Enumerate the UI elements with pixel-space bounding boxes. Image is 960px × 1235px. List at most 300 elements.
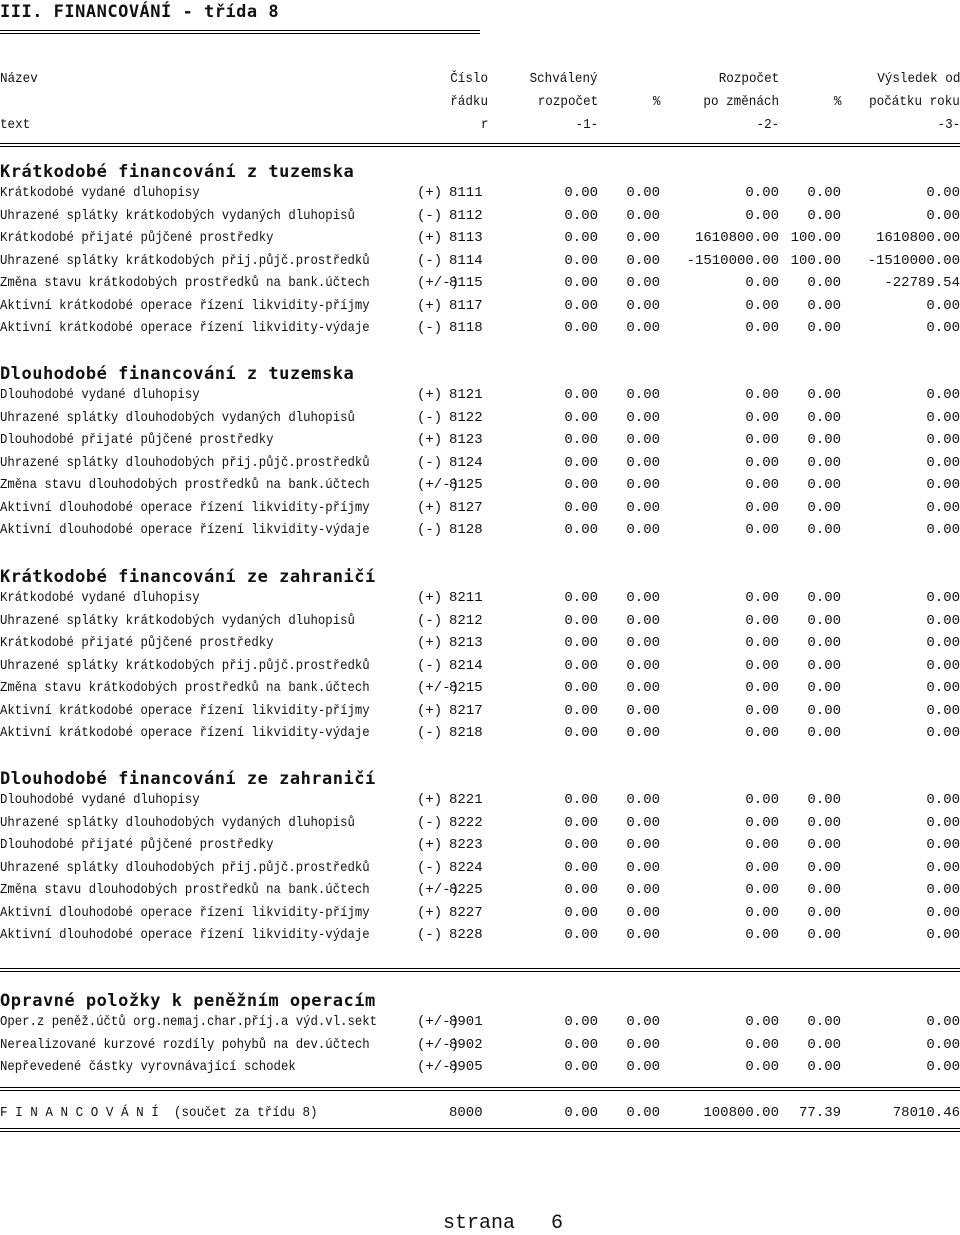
row-v2: 0.00: [745, 680, 779, 696]
row-name: Dlouhodobé přijaté půjčené prostředky: [0, 432, 274, 448]
table-row: [0, 1034, 960, 1056]
header-rozpocet: rozpočet: [537, 94, 598, 110]
row-name: Uhrazené splátky krátkodobých přij.půjč.prostředků: [0, 657, 370, 674]
row-sign: (-): [417, 320, 443, 336]
row-sign: (+): [417, 635, 443, 651]
row-v2: 0.00: [745, 207, 779, 224]
row-v3: 0.00: [926, 725, 960, 741]
row-sign: (+/-): [417, 275, 460, 291]
row-v2: 0.00: [745, 904, 779, 921]
row-code: 8214: [449, 657, 483, 674]
total-v2: 100800.00: [703, 1105, 779, 1121]
header-schvaleny: Schválený: [529, 71, 598, 87]
row-p2: 0.00: [807, 725, 841, 741]
row-sign: (-): [417, 252, 443, 269]
row-name: Změna stavu krátkodobých prostředků na bank.účtech: [0, 680, 370, 696]
row-p2: 0.00: [807, 275, 841, 291]
row-code: 8905: [449, 1059, 483, 1075]
row-p2: 0.00: [807, 499, 841, 516]
row-name: Nepřevedené částky vyrovnávající schodek: [0, 1059, 296, 1075]
table-row: [0, 812, 960, 834]
table-row: [0, 879, 960, 901]
bottom-rule: [0, 1128, 960, 1132]
row-p1: 0.00: [626, 612, 660, 629]
row-p1: 0.00: [626, 1014, 660, 1030]
row-p2: 0.00: [807, 320, 841, 336]
header-pct1: %: [652, 94, 660, 110]
row-v3: 0.00: [926, 1036, 960, 1053]
row-name: Oper.z peněž.účtů org.nemaj.char.příj.a výd.vl.sekt: [0, 1014, 378, 1030]
row-p1: 0.00: [626, 297, 660, 314]
row-name: Krátkodobé přijaté půjčené prostředky: [0, 635, 274, 651]
row-v1: 0.00: [564, 477, 598, 493]
row-v3: 0.00: [926, 590, 960, 606]
row-sign: (+): [417, 297, 443, 314]
row-sign: (-): [417, 657, 443, 674]
row-code: 8228: [449, 927, 483, 943]
row-code: 8118: [449, 320, 483, 336]
row-p1: 0.00: [626, 1036, 660, 1053]
header-rozpocet2: Rozpočet: [718, 71, 779, 87]
section-heading: Krátkodobé financování z tuzemska: [0, 162, 355, 182]
row-name: Aktivní krátkodobé operace řízení likvidity-příjmy: [0, 702, 370, 719]
row-p2: 0.00: [807, 207, 841, 224]
row-v3: 0.00: [926, 297, 960, 314]
row-v2: 0.00: [745, 792, 779, 808]
row-name: Uhrazené splátky dlouhodobých přij.půjč.prostředků: [0, 454, 370, 471]
row-code: 8227: [449, 904, 483, 921]
row-p2: 0.00: [807, 522, 841, 538]
row-p2: 0.00: [807, 612, 841, 629]
row-p1: 0.00: [626, 230, 660, 246]
row-p2: 0.00: [807, 1036, 841, 1053]
row-sign: (-): [417, 454, 443, 471]
row-sign: (+/-): [417, 882, 460, 898]
table-row: [0, 205, 960, 227]
row-v1: 0.00: [564, 882, 598, 898]
row-p1: 0.00: [626, 882, 660, 898]
row-p2: 0.00: [807, 432, 841, 448]
table-row: [0, 1056, 960, 1078]
row-p1: 0.00: [626, 207, 660, 224]
row-name: Aktivní krátkodobé operace řízení likvidity-výdaje: [0, 320, 370, 336]
row-sign: (+): [417, 432, 443, 448]
row-p2: 100.00: [790, 230, 841, 246]
row-name: Aktivní dlouhodobé operace řízení likvidity-příjmy: [0, 904, 370, 921]
row-code: 8123: [449, 432, 483, 448]
row-v1: 0.00: [564, 814, 598, 831]
row-v3: 0.00: [926, 432, 960, 448]
row-p1: 0.00: [626, 499, 660, 516]
row-v2: 0.00: [745, 387, 779, 403]
row-v1: 0.00: [564, 904, 598, 921]
row-v2: 0.00: [745, 499, 779, 516]
header-col2: -2-: [756, 117, 779, 133]
row-v1: 0.00: [564, 1014, 598, 1030]
table-row: [0, 317, 960, 339]
row-sign: (-): [417, 522, 443, 538]
header-vysledek: Výsledek od: [876, 71, 960, 87]
row-code: 8221: [449, 792, 483, 808]
row-code: 8215: [449, 680, 483, 696]
row-p2: 0.00: [807, 297, 841, 314]
total-row: [0, 1102, 960, 1124]
row-name: Dlouhodobé přijaté půjčené prostředky: [0, 837, 274, 853]
row-v1: 0.00: [564, 454, 598, 471]
header-r: r: [480, 117, 488, 133]
table-row: [0, 250, 960, 272]
row-v2: 0.00: [745, 297, 779, 314]
row-v2: 0.00: [745, 1014, 779, 1030]
row-code: 8211: [449, 590, 483, 606]
section-heading: Dlouhodobé financování z tuzemska: [0, 364, 355, 384]
row-p2: 0.00: [807, 409, 841, 426]
row-v2: 0.00: [745, 882, 779, 898]
row-name: Změna stavu dlouhodobých prostředků na bank.účtech: [0, 477, 370, 493]
row-p2: 0.00: [807, 814, 841, 831]
row-v2: 0.00: [745, 1036, 779, 1053]
row-p2: 100.00: [790, 252, 841, 269]
row-name: Uhrazené splátky krátkodobých vydaných dluhopisů: [0, 612, 355, 629]
row-name: Aktivní krátkodobé operace řízení likvidity-výdaje: [0, 725, 370, 741]
table-row: [0, 902, 960, 924]
row-p1: 0.00: [626, 725, 660, 741]
row-v2: 0.00: [745, 814, 779, 831]
row-code: 8212: [449, 612, 483, 629]
table-row: [0, 519, 960, 541]
row-p2: 0.00: [807, 635, 841, 651]
row-p1: 0.00: [626, 702, 660, 719]
row-v2: 0.00: [745, 454, 779, 471]
row-v1: 0.00: [564, 207, 598, 224]
table-row: [0, 632, 960, 654]
table-row: [0, 722, 960, 744]
row-v3: 0.00: [926, 702, 960, 719]
row-v1: 0.00: [564, 409, 598, 426]
row-v3: 0.00: [926, 927, 960, 943]
row-v1: 0.00: [564, 725, 598, 741]
row-v2: 0.00: [745, 859, 779, 876]
row-p2: 0.00: [807, 1014, 841, 1030]
row-v3: 0.00: [926, 882, 960, 898]
header-col1: -1-: [575, 117, 598, 133]
row-name: Změna stavu krátkodobých prostředků na bank.účtech: [0, 275, 370, 291]
row-v2: 0.00: [745, 927, 779, 943]
row-v3: 0.00: [926, 499, 960, 516]
row-p1: 0.00: [626, 387, 660, 403]
header-pocatku-roku: počátku roku: [869, 94, 960, 110]
row-code: 8113: [449, 230, 483, 246]
table-row: [0, 677, 960, 699]
header-rule: [0, 143, 960, 147]
table-row: [0, 429, 960, 451]
row-v2: 0.00: [745, 275, 779, 291]
row-v3: 0.00: [926, 612, 960, 629]
row-v3: 0.00: [926, 477, 960, 493]
row-p1: 0.00: [626, 185, 660, 201]
row-code: 8223: [449, 837, 483, 853]
row-name: Uhrazené splátky dlouhodobých vydaných dluhopisů: [0, 409, 355, 426]
section-heading: Opravné položky k peněžním operacím: [0, 991, 376, 1011]
row-v1: 0.00: [564, 792, 598, 808]
row-p1: 0.00: [626, 522, 660, 538]
row-v2: 0.00: [745, 522, 779, 538]
row-v2: 0.00: [745, 477, 779, 493]
row-v1: 0.00: [564, 387, 598, 403]
row-v2: 0.00: [745, 185, 779, 201]
row-p1: 0.00: [626, 680, 660, 696]
row-code: 8224: [449, 859, 483, 876]
row-p1: 0.00: [626, 635, 660, 651]
row-name: Krátkodobé přijaté půjčené prostředky: [0, 230, 274, 246]
row-v1: 0.00: [564, 432, 598, 448]
row-p2: 0.00: [807, 387, 841, 403]
row-v3: 0.00: [926, 792, 960, 808]
row-v1: 0.00: [564, 499, 598, 516]
row-p1: 0.00: [626, 252, 660, 269]
row-code: 8122: [449, 409, 483, 426]
row-v3: 0.00: [926, 522, 960, 538]
row-v2: 1610800.00: [694, 230, 779, 246]
row-v3: -22789.54: [884, 275, 960, 291]
table-row: [0, 182, 960, 204]
row-v2: 0.00: [745, 657, 779, 674]
row-sign: (+): [417, 590, 443, 606]
row-p2: 0.00: [807, 927, 841, 943]
row-v2: 0.00: [745, 612, 779, 629]
table-row: [0, 700, 960, 722]
header-pct2: %: [833, 94, 841, 110]
header-name-label: Název: [0, 71, 38, 87]
row-code: 8112: [449, 207, 483, 224]
row-p1: 0.00: [626, 432, 660, 448]
row-p1: 0.00: [626, 1059, 660, 1075]
total-v3: 78010.46: [892, 1105, 960, 1121]
row-sign: (+): [417, 185, 443, 201]
total-label: F I N A N C O V Á N Í (součet za třídu 8): [0, 1105, 318, 1121]
row-v1: 0.00: [564, 297, 598, 314]
row-v1: 0.00: [564, 185, 598, 201]
row-code: 8902: [449, 1036, 483, 1053]
row-sign: (+): [417, 792, 443, 808]
row-v3: 0.00: [926, 207, 960, 224]
page-title: III. FINANCOVÁNÍ - třída 8: [0, 2, 280, 22]
table-row: [0, 295, 960, 317]
row-code: 8121: [449, 387, 483, 403]
table-row: [0, 497, 960, 519]
row-v2: 0.00: [745, 1059, 779, 1075]
header-cislo: Číslo: [450, 71, 488, 87]
table-row: [0, 272, 960, 294]
row-code: 8124: [449, 454, 483, 471]
row-code: 8115: [449, 275, 483, 291]
row-sign: (+): [417, 837, 443, 853]
row-sign: (+/-): [417, 477, 460, 493]
total-rule: [0, 1087, 960, 1091]
row-v3: 0.00: [926, 657, 960, 674]
row-p1: 0.00: [626, 590, 660, 606]
table-row: [0, 1011, 960, 1033]
row-code: 8128: [449, 522, 483, 538]
row-sign: (-): [417, 859, 443, 876]
row-name: Aktivní krátkodobé operace řízení likvidity-příjmy: [0, 297, 370, 314]
table-row: [0, 655, 960, 677]
header-col3: -3-: [937, 117, 960, 133]
row-sign: (-): [417, 409, 443, 426]
row-sign: (+): [417, 499, 443, 516]
row-sign: (+): [417, 387, 443, 403]
row-v2: 0.00: [745, 837, 779, 853]
row-v1: 0.00: [564, 859, 598, 876]
row-sign: (+): [417, 230, 443, 246]
row-v3: 0.00: [926, 904, 960, 921]
row-code: 8217: [449, 702, 483, 719]
total-sublabel: (součet za třídu 8): [173, 1105, 318, 1121]
row-p1: 0.00: [626, 792, 660, 808]
row-v3: 0.00: [926, 1014, 960, 1030]
table-row: [0, 384, 960, 406]
row-v2: 0.00: [745, 702, 779, 719]
row-p1: 0.00: [626, 409, 660, 426]
sections-rule: [0, 968, 960, 972]
row-v1: 0.00: [564, 320, 598, 336]
row-name: Krátkodobé vydané dluhopisy: [0, 590, 200, 606]
row-v2: 0.00: [745, 635, 779, 651]
total-v1: 0.00: [564, 1105, 598, 1121]
row-p1: 0.00: [626, 320, 660, 336]
row-sign: (+/-): [417, 1059, 460, 1075]
row-v1: 0.00: [564, 522, 598, 538]
row-p2: 0.00: [807, 859, 841, 876]
row-v3: 0.00: [926, 454, 960, 471]
row-v3: 0.00: [926, 409, 960, 426]
row-p2: 0.00: [807, 454, 841, 471]
row-code: 8125: [449, 477, 483, 493]
table-row: [0, 857, 960, 879]
row-name: Aktivní dlouhodobé operace řízení likvidity-výdaje: [0, 522, 370, 538]
row-name: Dlouhodobé vydané dluhopisy: [0, 387, 200, 403]
row-v1: 0.00: [564, 702, 598, 719]
row-p2: 0.00: [807, 185, 841, 201]
row-code: 8213: [449, 635, 483, 651]
row-v1: 0.00: [564, 1059, 598, 1075]
table-row: [0, 789, 960, 811]
row-p2: 0.00: [807, 882, 841, 898]
row-name: Aktivní dlouhodobé operace řízení likvidity-výdaje: [0, 927, 370, 943]
row-code: 8225: [449, 882, 483, 898]
section-heading: Krátkodobé financování ze zahraničí: [0, 567, 376, 587]
row-p2: 0.00: [807, 837, 841, 853]
header-po-zmenach: po změnách: [703, 94, 779, 110]
table-row: [0, 474, 960, 496]
row-v2: 0.00: [745, 725, 779, 741]
row-v2: 0.00: [745, 590, 779, 606]
row-name: Změna stavu dlouhodobých prostředků na bank.účtech: [0, 882, 370, 898]
row-name: Dlouhodobé vydané dluhopisy: [0, 792, 200, 808]
row-code: 8114: [449, 252, 483, 269]
page-number: 6: [551, 1212, 564, 1235]
row-code: 8117: [449, 297, 483, 314]
total-code: 8000: [449, 1105, 483, 1121]
row-p1: 0.00: [626, 477, 660, 493]
header-radku: řádku: [450, 94, 488, 110]
row-p1: 0.00: [626, 859, 660, 876]
row-code: 8127: [449, 499, 483, 516]
row-name: Uhrazené splátky dlouhodobých vydaných dluhopisů: [0, 814, 355, 831]
section-heading: Dlouhodobé financování ze zahraničí: [0, 769, 376, 789]
row-v1: 0.00: [564, 837, 598, 853]
table-row: [0, 834, 960, 856]
header-text-label: text: [0, 117, 31, 133]
row-p2: 0.00: [807, 702, 841, 719]
row-v1: 0.00: [564, 590, 598, 606]
row-sign: (-): [417, 814, 443, 831]
row-p2: 0.00: [807, 792, 841, 808]
row-sign: (+/-): [417, 1014, 460, 1030]
row-v3: 0.00: [926, 814, 960, 831]
row-sign: (-): [417, 207, 443, 224]
row-p2: 0.00: [807, 477, 841, 493]
row-v1: 0.00: [564, 275, 598, 291]
row-v3: 0.00: [926, 680, 960, 696]
table-row: [0, 227, 960, 249]
row-p2: 0.00: [807, 680, 841, 696]
title-underline: [0, 30, 480, 34]
row-sign: (+): [417, 904, 443, 921]
row-v1: 0.00: [564, 927, 598, 943]
row-v1: 0.00: [564, 657, 598, 674]
row-name: Krátkodobé vydané dluhopisy: [0, 185, 200, 201]
row-v1: 0.00: [564, 635, 598, 651]
table-row: [0, 587, 960, 609]
row-v3: -1510000.00: [867, 252, 960, 269]
row-p1: 0.00: [626, 927, 660, 943]
row-sign: (-): [417, 612, 443, 629]
row-p1: 0.00: [626, 814, 660, 831]
row-code: 8222: [449, 814, 483, 831]
row-p1: 0.00: [626, 837, 660, 853]
row-v1: 0.00: [564, 252, 598, 269]
row-v2: -1510000.00: [686, 252, 779, 269]
row-v3: 1610800.00: [875, 230, 960, 246]
row-v2: 0.00: [745, 320, 779, 336]
row-name: Uhrazené splátky krátkodobých přij.půjč.prostředků: [0, 252, 370, 269]
row-sign: (+/-): [417, 680, 460, 696]
row-p2: 0.00: [807, 1059, 841, 1075]
row-v3: 0.00: [926, 1059, 960, 1075]
row-code: 8218: [449, 725, 483, 741]
row-v3: 0.00: [926, 837, 960, 853]
row-p2: 0.00: [807, 657, 841, 674]
row-v3: 0.00: [926, 320, 960, 336]
row-code: 8901: [449, 1014, 483, 1030]
row-v3: 0.00: [926, 185, 960, 201]
row-name: Nerealizované kurzové rozdíly pohybů na dev.účtech: [0, 1036, 370, 1053]
table-row: [0, 452, 960, 474]
row-sign: (+): [417, 702, 443, 719]
row-p1: 0.00: [626, 657, 660, 674]
row-code: 8111: [449, 185, 483, 201]
row-v1: 0.00: [564, 680, 598, 696]
row-p2: 0.00: [807, 904, 841, 921]
row-v3: 0.00: [926, 387, 960, 403]
row-v1: 0.00: [564, 230, 598, 246]
table-row: [0, 610, 960, 632]
row-v3: 0.00: [926, 859, 960, 876]
table-row: [0, 924, 960, 946]
row-name: Uhrazené splátky dlouhodobých přij.půjč.prostředků: [0, 859, 370, 876]
row-v2: 0.00: [745, 432, 779, 448]
